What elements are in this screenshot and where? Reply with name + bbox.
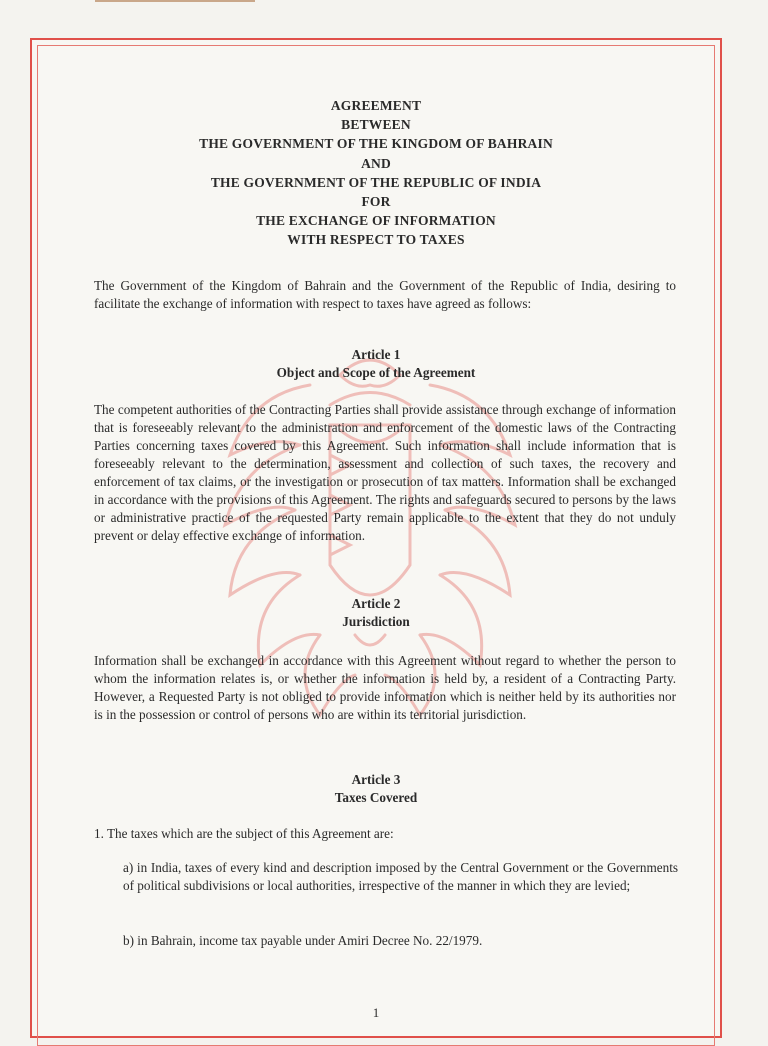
article-number: Article 3 bbox=[351, 772, 401, 787]
title-line: WITH RESPECT TO TAXES bbox=[287, 232, 465, 248]
article-3-item-a: a) in India, taxes of every kind and description imposed by the Central Government or the Governments of political subdivisions or local authorities, irrespective of the manner in which they are levied; bbox=[123, 860, 678, 893]
article-1-heading bbox=[30, 346, 722, 382]
article-2-text: Information shall be exchanged in accordance with this Agreement without regard to whether the person to whom the information relates is, or whether the information is held by, a resident of a Contracting Party. However, a Requested Party is not obliged to provide information which is neither held by its authorities nor is in the possession or control of persons who are within its territorial jurisdiction. bbox=[94, 653, 676, 722]
article-2-heading bbox=[30, 595, 722, 631]
article-title: Jurisdiction bbox=[342, 614, 410, 629]
intro-paragraph: The Government of the Kingdom of Bahrain and the Government of the Republic of India, desiring to facilitate the exchange of information with respect to taxes have agreed as follows: bbox=[94, 278, 676, 311]
title-line: FOR bbox=[361, 194, 391, 210]
article-3-heading bbox=[30, 771, 722, 807]
article-number: Article 2 bbox=[351, 596, 401, 611]
title-line: AGREEMENT bbox=[330, 98, 422, 113]
agreement-title bbox=[30, 96, 722, 250]
article-1-text: The competent authorities of the Contracting Parties shall provide assistance through exchange of information that is foreseeably relevant to the administration and enforcement of the domestic laws of the Contracting Parties concerning taxes covered by this Agreement. Such information shall include information that is foreseeably relevant to the determination, assessment and collection of such taxes, the recovery and enforcement of tax claims, or the investigation or prosecution of tax matters. Information shall be exchanged in accordance with the provisions of this Agreement. The rights and safeguards secured to persons by the laws or administrative practice of the requested Party remain applicable to the extent that they do not unduly prevent or delay effective exchange of information. bbox=[94, 402, 676, 543]
page-number: 1 bbox=[372, 1005, 380, 1020]
title-line: THE GOVERNMENT OF THE REPUBLIC OF INDIA bbox=[210, 174, 542, 190]
article-title: Taxes Covered bbox=[334, 790, 418, 805]
article-3-item-1: 1. The taxes which are the subject of this Agreement are: bbox=[94, 826, 394, 841]
title-line: THE EXCHANGE OF INFORMATION bbox=[256, 213, 496, 229]
top-edge-line bbox=[95, 0, 255, 2]
article-number: Article 1 bbox=[351, 347, 401, 362]
title-line: THE GOVERNMENT OF THE KINGDOM OF BAHRAIN bbox=[199, 136, 553, 152]
article-title: Object and Scope of the Agreement bbox=[276, 365, 476, 380]
title-line: AND bbox=[361, 155, 391, 171]
title-line: BETWEEN bbox=[341, 117, 411, 133]
article-3-item-b: b) in Bahrain, income tax payable under Amiri Decree No. 22/1979. bbox=[123, 933, 483, 948]
